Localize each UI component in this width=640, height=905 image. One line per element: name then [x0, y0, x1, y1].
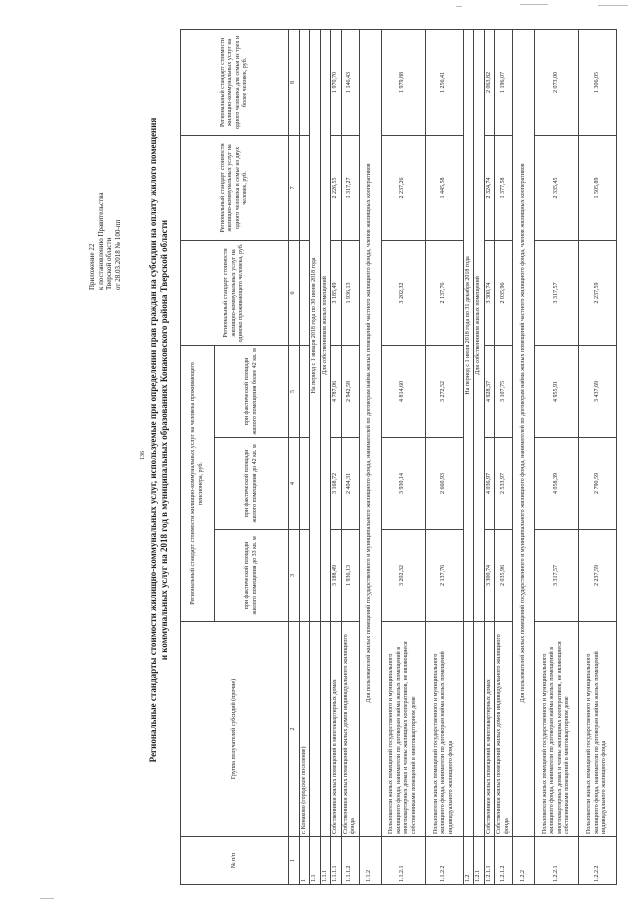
value-cell: 1 979,88 — [381, 29, 425, 135]
value-cell: 2 063,82 — [484, 29, 495, 135]
column-number: 3 — [289, 530, 300, 622]
value-cell: 1 377,58 — [495, 135, 513, 240]
header-regional-group: Региональный стандарт стоимости жилищно-коммунальных услуг на человека проживающего пенсионера, руб. — [181, 345, 215, 621]
row-number: 1 — [299, 837, 310, 885]
group-heading: Для собственников жилых помещений — [320, 29, 331, 621]
value-cell: 3 272,52 — [425, 345, 463, 437]
value-cell: 2 790,59 — [579, 438, 617, 530]
value-cell: 1 317,27 — [341, 135, 359, 240]
header-single: Региональный стандарт стоимости жилищно-коммунальных услуг на одиноко проживающего человека, руб. — [181, 240, 289, 345]
appendix-line: Приложение 22 — [88, 243, 96, 290]
column-number: 1 — [289, 837, 300, 885]
value-cell: 2 226,55 — [331, 135, 342, 240]
value-cell: 1 505,89 — [579, 135, 617, 240]
table-row — [341, 29, 359, 884]
row-number: 1.2.2.1 — [535, 837, 579, 885]
column-number: 6 — [289, 240, 300, 345]
value-cell: 2 035,96 — [495, 530, 513, 622]
table-row — [474, 29, 485, 884]
column-number: 4 — [289, 438, 300, 530]
value-cell: 1 146,43 — [341, 29, 359, 135]
value-cell: 1 970,70 — [331, 29, 342, 135]
value-cell: 3 185,49 — [331, 240, 342, 345]
value-cell: 4 814,60 — [381, 345, 425, 437]
standards-table — [180, 29, 617, 885]
period-heading: На период с 1 января 2018 года по 30 июня 2018 года — [310, 29, 321, 621]
header-group: Группа получателей субсидий (прочие) — [181, 622, 289, 837]
row-number: 1.2.1.2 — [495, 837, 513, 885]
value-cell: 1 936,13 — [341, 530, 359, 622]
column-number: 2 — [289, 622, 300, 837]
group-heading: Для пользователей жилых помещений государственного и муниципального жилищного фонда, нанимателей по договорам найма жилых помещений частного жилищного фонда, членов жилищных кооперативов — [513, 29, 535, 836]
table-row — [535, 29, 579, 884]
row-number: 1.1.2 — [359, 837, 381, 885]
row-number: 1.2.1 — [474, 837, 485, 885]
title-line: и коммунальных услуг на 2018 год в муниципальных образованиях Конаковского района Тверской области — [159, 219, 169, 661]
value-cell: 2 533,97 — [495, 438, 513, 530]
value-cell: 2 942,58 — [341, 345, 359, 437]
table-row — [513, 29, 535, 884]
group-heading: Для пользователей жилых помещений государственного и муниципального жилищного фонда, нанимателей по договорам найма жилых помещений частного жилищного фонда, членов жилищных кооперативов — [359, 29, 381, 836]
table-row — [331, 29, 342, 884]
period-heading: На период с 1 июля 2018 года по 31 декабря 2018 года — [463, 29, 474, 621]
title-line: Региональные стандарты стоимости жилищно-коммунальных услуг, используемые при определении прав граждан на субсидии на оплату жилого помещения — [148, 117, 158, 763]
row-number: 1.1.1.1 — [331, 837, 342, 885]
row-number: 1.2 — [463, 837, 474, 885]
scan-speck — [456, 6, 462, 7]
column-number: 5 — [289, 345, 300, 437]
table-row — [359, 29, 381, 884]
value-cell: 1 445,58 — [425, 135, 463, 240]
value-cell: 3 300,74 — [484, 240, 495, 345]
header-two-person: Региональный стандарт стоимости жилищно-коммунальных услуг на одного человека в семье из двух человек, руб. — [181, 135, 289, 240]
value-cell: 3 300,74 — [484, 530, 495, 622]
value-cell: 4 787,06 — [331, 345, 342, 437]
scan-speck — [598, 5, 628, 6]
value-cell: 2 335,45 — [535, 135, 579, 240]
page-number: 136 — [140, 451, 146, 460]
header-area-33: при фактической площади жилого помещения до 33 кв. м — [215, 530, 289, 622]
row-name: Собственники жилых помещений жилых домов индивидуального жилищного фонда — [341, 622, 359, 837]
row-name: Собственники жилых помещений в многоквартирных домах — [331, 622, 342, 837]
value-cell: 3 930,14 — [381, 438, 425, 530]
document-title — [148, 35, 170, 845]
appendix-line: Тверской области — [105, 237, 113, 290]
value-cell: 4 955,91 — [535, 345, 579, 437]
header-area-42: при фактической площади жилого помещения до 42 кв. м — [215, 438, 289, 530]
row-number: 1.1.1 — [320, 837, 331, 885]
header-three-person: Региональный стандарт стоимости жилищно-коммунальных услуг на одного человека для семьи из трех и более человек, руб. — [181, 29, 289, 135]
group-heading: Для собственников жилых помещений — [474, 29, 485, 621]
value-cell: 3 107,75 — [495, 345, 513, 437]
row-number: 1.2.1.1 — [484, 837, 495, 885]
row-name: г. Конаково (городское поселение) — [299, 622, 310, 837]
row-number: 1.2.2.2 — [579, 837, 617, 885]
value-cell: 4 058,39 — [535, 438, 579, 530]
value-cell: 4 928,37 — [484, 345, 495, 437]
row-number: 1.1.2.1 — [381, 837, 425, 885]
value-cell: 1 936,13 — [341, 240, 359, 345]
value-cell: 3 202,32 — [381, 240, 425, 345]
table-row — [425, 29, 463, 884]
table-row — [463, 29, 474, 884]
table-row — [320, 29, 331, 884]
value-cell: 2 073,00 — [535, 29, 579, 135]
value-cell: 3 168,72 — [331, 438, 342, 530]
row-name: Собственники жилых помещений жилых домов индивидуального жилищного фонда — [495, 622, 513, 837]
value-cell: 2 237,26 — [381, 135, 425, 240]
value-cell: 3 202,32 — [381, 530, 425, 622]
row-name: Пользователи жилых помещений государственного и муниципального жилищного фонда, наниматели по договорам найма жилых помещений в многоквартирных домах и члены жилищных кооперативов, не являющиеся собственниками помещений в многоквартирном доме — [381, 622, 425, 837]
scan-speck — [520, 4, 548, 5]
row-number: 1.2.2 — [513, 837, 535, 885]
scan-speck — [40, 898, 54, 899]
value-cell: 2 035,96 — [495, 240, 513, 345]
value-cell: 4 036,97 — [484, 438, 495, 530]
table-row — [579, 29, 617, 884]
column-number-row — [289, 29, 300, 884]
row-name: Пользователи жилых помещений государственного и муниципального жилищного фонда, наниматели по договорам найма жилых помещений индивидуального жилищного фонда — [425, 622, 463, 837]
value-cell: 3 317,57 — [535, 240, 579, 345]
value-cell: 2 660,93 — [425, 438, 463, 530]
appendix-note — [88, 192, 122, 290]
column-number: 7 — [289, 135, 300, 240]
value-cell: 3 317,57 — [535, 530, 579, 622]
value-cell: 3 437,69 — [579, 345, 617, 437]
row-name: Пользователи жилых помещений государственного и муниципального жилищного фонда, наниматели по договорам найма жилых помещений в многоквартирных домах и члены жилищных кооперативов, не являющиеся собственниками помещений в многоквартирном доме — [535, 622, 579, 837]
row-name: Собственники жилых помещений в многоквартирных домах — [484, 622, 495, 837]
table-row — [310, 29, 321, 884]
header-number: № п/п — [181, 837, 289, 885]
value-cell: 1 306,05 — [579, 29, 617, 135]
value-cell: 2 137,76 — [425, 240, 463, 345]
header-area-over-42: при фактической площади жилого помещения более 42 кв. м — [215, 345, 289, 437]
value-cell: 2 404,31 — [341, 438, 359, 530]
value-cell: 1 256,41 — [425, 29, 463, 135]
table-row — [495, 29, 513, 884]
value-cell: 2 137,76 — [425, 530, 463, 622]
table-row — [299, 29, 310, 884]
value-cell: 1 196,07 — [495, 29, 513, 135]
value-cell: 3 188,49 — [331, 530, 342, 622]
value-cell: 2 237,59 — [579, 240, 617, 345]
row-number: 1.1 — [310, 837, 321, 885]
appendix-line: к постановлению Правительства — [96, 192, 105, 290]
table-row — [381, 29, 425, 884]
value-cell: 2 237,59 — [579, 530, 617, 622]
table-row — [484, 29, 495, 884]
column-number: 8 — [289, 29, 300, 135]
row-number: 1.1.2.2 — [425, 837, 463, 885]
value-cell: 2 324,74 — [484, 135, 495, 240]
row-name: Пользователи жилых помещений государственного и муниципального жилищного фонда, наниматели по договорам найма жилых помещений индивидуального жилищного фонда — [579, 622, 617, 837]
appendix-line: от 28.03.2018 № 100-пп — [113, 219, 122, 290]
row-number: 1.1.1.2 — [341, 837, 359, 885]
